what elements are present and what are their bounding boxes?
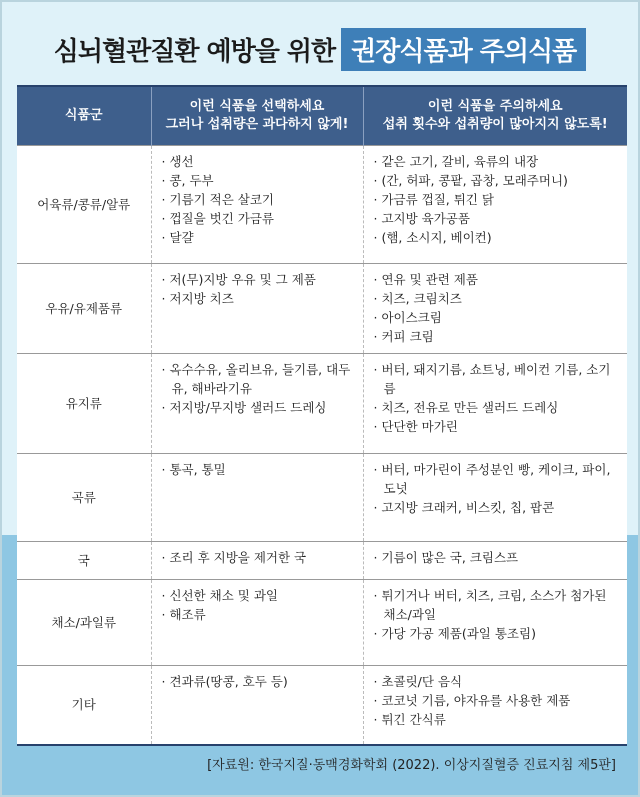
food-guide-table	[17, 85, 627, 746]
choose-cell	[151, 666, 363, 744]
list-item: · 버터, 돼지기름, 쇼트닝, 베이컨 기름, 소기름	[372, 360, 620, 398]
header-caution-line2: 섭취 횟수와 섭취량이 많아지지 않도록!	[382, 117, 608, 132]
source-citation: [자료원: 한국지질·동맥경화학회 (2022). 이상지질혈증 진료지침 제5판]	[207, 758, 616, 773]
table-row	[17, 666, 627, 744]
choose-list	[160, 270, 355, 308]
food-group-cell: 유지류	[17, 354, 151, 454]
table-row	[17, 146, 627, 264]
caution-cell	[363, 666, 627, 744]
list-item: · 옥수수유, 올리브유, 들기름, 대두유, 해바라기유	[160, 360, 355, 398]
list-item: · 저(무)지방 우유 및 그 제품	[160, 270, 355, 289]
list-item: · 고지방 육가공품	[372, 209, 620, 228]
table-header-row	[17, 87, 627, 146]
choose-cell	[151, 454, 363, 542]
food-group-cell: 우유/유제품류	[17, 264, 151, 354]
caution-cell	[363, 146, 627, 264]
list-item: · 튀긴 간식류	[372, 710, 620, 729]
list-item: · 견과류(땅콩, 호두 등)	[160, 672, 355, 691]
list-item: · 저지방 치즈	[160, 289, 355, 308]
list-item: · 조리 후 지방을 제거한 국	[160, 548, 355, 567]
list-item: · 아이스크림	[372, 308, 620, 327]
choose-cell	[151, 354, 363, 454]
caution-cell	[363, 542, 627, 580]
caution-list	[372, 548, 620, 567]
caution-cell	[363, 354, 627, 454]
food-group-cell: 채소/과일류	[17, 580, 151, 666]
list-item: · 콩, 두부	[160, 171, 355, 190]
title	[2, 28, 638, 71]
choose-list	[160, 672, 355, 691]
list-item: · 튀기거나 버터, 치즈, 크림, 소스가 첨가된 채소/과일	[372, 586, 620, 624]
list-item: · 기름기 적은 살코기	[160, 190, 355, 209]
header-choose-line1: 이런 식품을 선택하세요	[189, 99, 325, 114]
list-item: · 초콜릿/단 음식	[372, 672, 620, 691]
list-item: · (햄, 소시지, 베이컨)	[372, 228, 620, 247]
list-item: · 고지방 크래커, 비스킷, 칩, 팝콘	[372, 498, 620, 517]
caution-cell	[363, 580, 627, 666]
title-main: 심뇌혈관질환 예방을 위한	[53, 37, 336, 67]
header-choose-line2: 그러나 섭취량은 과다하지 않게!	[165, 117, 349, 132]
header-food-group: 식품군	[17, 87, 151, 146]
choose-list	[160, 586, 355, 624]
food-group-cell: 어육류/콩류/알류	[17, 146, 151, 264]
list-item: · 통곡, 통밀	[160, 460, 355, 479]
header-caution	[363, 87, 627, 146]
table-row	[17, 542, 627, 580]
choose-cell	[151, 542, 363, 580]
list-item: · 신선한 채소 및 과일	[160, 586, 355, 605]
list-item: · 달걀	[160, 228, 355, 247]
table-row	[17, 264, 627, 354]
list-item: · 저지방/무지방 샐러드 드레싱	[160, 398, 355, 417]
list-item: · 치즈, 전유로 만든 샐러드 드레싱	[372, 398, 620, 417]
food-group-cell: 기타	[17, 666, 151, 744]
list-item: · 단단한 마가린	[372, 417, 620, 436]
header-choose	[151, 87, 363, 146]
caution-list	[372, 152, 620, 247]
choose-list	[160, 548, 355, 567]
caution-list	[372, 360, 620, 436]
choose-list	[160, 360, 355, 417]
list-item: · 연유 및 관련 제품	[372, 270, 620, 289]
list-item: · 가금류 껍질, 튀긴 닭	[372, 190, 620, 209]
caution-list	[372, 672, 620, 729]
list-item: · 생선	[160, 152, 355, 171]
food-group-cell: 곡류	[17, 454, 151, 542]
table-row	[17, 454, 627, 542]
list-item: · (간, 허파, 콩팥, 곱창, 모래주머니)	[372, 171, 620, 190]
caution-list	[372, 460, 620, 517]
caution-cell	[363, 264, 627, 354]
list-item: · 껍질을 벗긴 가금류	[160, 209, 355, 228]
choose-cell	[151, 146, 363, 264]
choose-list	[160, 460, 355, 479]
choose-cell	[151, 264, 363, 354]
list-item: · 치즈, 크림치즈	[372, 289, 620, 308]
header-caution-line1: 이런 식품을 주의하세요	[427, 99, 563, 114]
caution-cell	[363, 454, 627, 542]
caution-list	[372, 586, 620, 643]
list-item: · 커피 크림	[372, 327, 620, 346]
table-row	[17, 580, 627, 666]
list-item: · 버터, 마가린이 주성분인 빵, 케이크, 파이, 도넛	[372, 460, 620, 498]
food-group-cell: 국	[17, 542, 151, 580]
list-item: · 기름이 많은 국, 크림스프	[372, 548, 620, 567]
list-item: · 같은 고기, 갈비, 육류의 내장	[372, 152, 620, 171]
choose-list	[160, 152, 355, 247]
title-highlight: 권장식품과 주의식품	[341, 28, 586, 71]
caution-list	[372, 270, 620, 346]
list-item: · 가당 가공 제품(과일 통조림)	[372, 624, 620, 643]
list-item: · 해조류	[160, 605, 355, 624]
list-item: · 코코넛 기름, 야자유를 사용한 제품	[372, 691, 620, 710]
table-row	[17, 354, 627, 454]
choose-cell	[151, 580, 363, 666]
